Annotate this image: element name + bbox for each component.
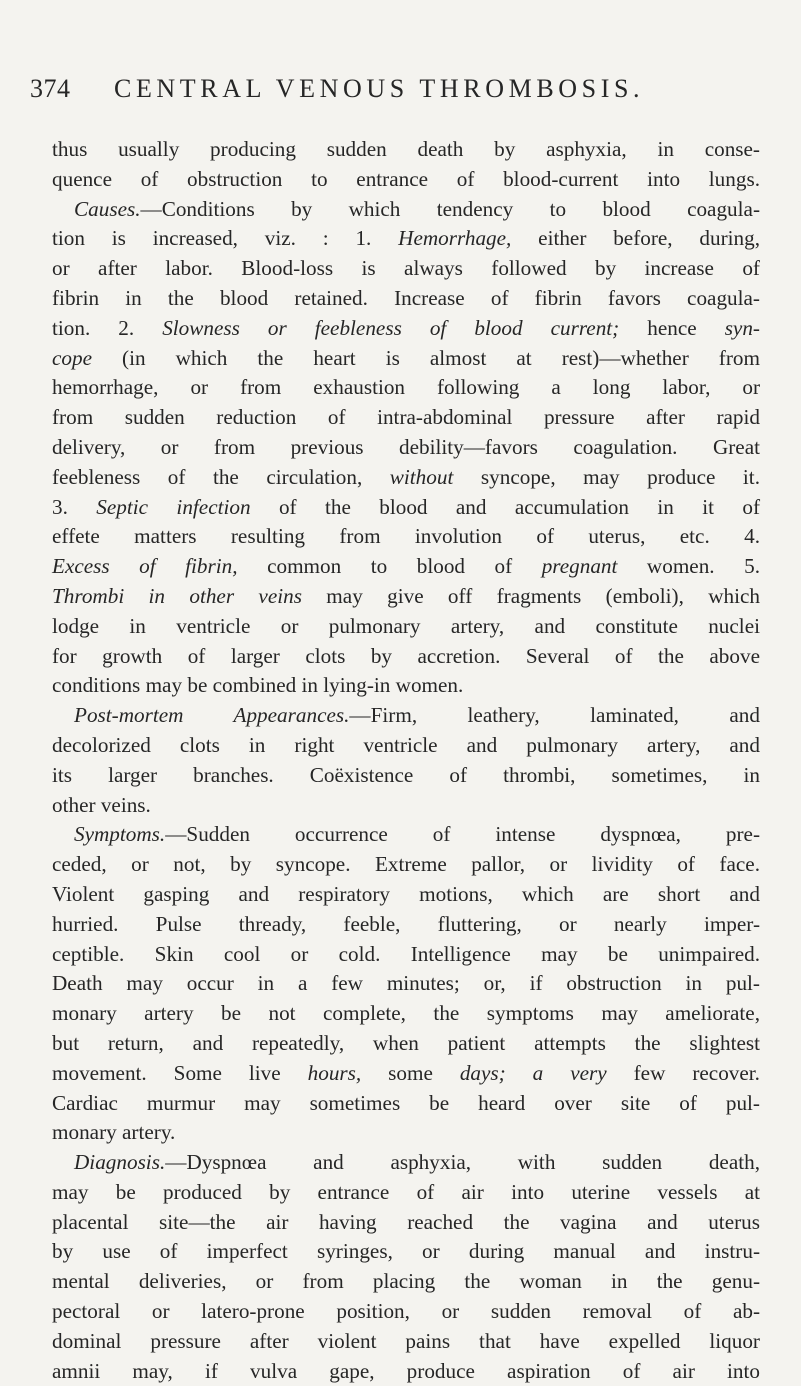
text-line [52, 1267, 760, 1297]
page-number: 374 [30, 74, 71, 103]
text-run: few recover. [606, 1060, 760, 1085]
text-run: hurried. Pulse thready, feeble, fluttering, or nearly imper- [52, 911, 760, 936]
text-line [52, 880, 760, 910]
text-run: tion is increased, viz. : 1. [52, 226, 399, 251]
text-run: delivery, or from previous debility—favors coagulation. Great [52, 434, 760, 459]
italic-run: Slowness or feebleness of blood current; [162, 315, 648, 340]
text-run: lodge in ventricle or pulmonary artery, and constitute nuclei [52, 613, 760, 638]
page-header [30, 74, 770, 104]
text-run: women. 5. [617, 554, 761, 579]
text-run: movement. Some live [52, 1060, 308, 1085]
text-run: amnii may, if vulva gape, produce aspiration of air into [52, 1358, 760, 1383]
text-line [52, 344, 760, 374]
italic-run: syn- [724, 315, 760, 340]
text-run: hemorrhage, or from exhaustion following a long labor, or [52, 375, 760, 400]
running-head: CENTRAL VENOUS THROMBOSIS. [114, 74, 645, 103]
text-run: feebleness of the circulation, [52, 464, 390, 489]
text-line [52, 463, 760, 493]
text-line [52, 671, 760, 701]
text-line [52, 850, 760, 880]
text-run: monary artery. [52, 1120, 176, 1145]
text-run: may be produced by entrance of air into uterine vessels at [52, 1179, 760, 1204]
text-run: mental deliveries, or from placing the woman in the genu- [52, 1269, 760, 1294]
text-line [52, 701, 760, 731]
text-line [52, 731, 760, 761]
text-run: tion. 2. [52, 315, 163, 340]
text-run: ceptible. Skin cool or cold. Intelligence may be unimpaired. [52, 941, 760, 966]
text-line [52, 642, 760, 672]
text-run: decolorized clots in right ventricle and pulmonary artery, and [52, 732, 760, 757]
text-run: by use of imperfect syringes, or during manual and instru- [52, 1239, 760, 1264]
text-line [52, 1029, 760, 1059]
italic-run: Hemorrhage, [398, 226, 512, 251]
text-line [52, 820, 760, 850]
text-run: hence [647, 315, 725, 340]
text-line [52, 135, 760, 165]
text-line [52, 1059, 760, 1089]
text-line [52, 1237, 760, 1267]
text-run: either before, during, [511, 226, 761, 251]
text-line [52, 1297, 760, 1327]
text-run: Cardiac murmur may sometimes be heard over site of pul- [52, 1090, 760, 1115]
text-line [52, 910, 760, 940]
text-run: other veins. [52, 792, 151, 817]
text-run: some [361, 1060, 460, 1085]
text-line [52, 373, 760, 403]
italic-run: without [389, 464, 454, 489]
text-run: for growth of larger clots by accretion. Several of the above [52, 643, 760, 668]
text-run: Death may occur in a few minutes; or, if obstruction in pul- [52, 971, 760, 996]
text-line [52, 195, 760, 225]
text-run: effete matters resulting from involution of uterus, etc. 4. [52, 524, 760, 549]
text-run: of the blood and accumulation in it of [250, 494, 761, 519]
italic-run: Diagnosis. [74, 1150, 166, 1175]
italic-run: Septic infection [96, 494, 251, 519]
text-run: syncope, may produce it. [453, 464, 760, 489]
text-line [52, 522, 760, 552]
text-line [52, 254, 760, 284]
text-line [52, 552, 760, 582]
italic-run: pregnant [541, 554, 618, 579]
italic-run: hours, [307, 1060, 362, 1085]
text-line [52, 1089, 760, 1119]
text-line [52, 940, 760, 970]
text-line [52, 165, 760, 195]
text-run: Violent gasping and respiratory motions, which are short and [52, 881, 760, 906]
text-line [52, 582, 760, 612]
italic-run: Excess of fibrin, [52, 554, 238, 579]
text-run: from sudden reduction of intra-abdominal pressure after rapid [52, 405, 760, 430]
text-run: or after labor. Blood-loss is always followed by increase of [52, 256, 760, 281]
text-run: dominal pressure after violent pains that have expelled liquor [52, 1328, 760, 1353]
text-line [52, 433, 760, 463]
text-run: thus usually producing sudden death by asphyxia, in conse- [52, 137, 760, 161]
text-run: —Firm, leathery, laminated, and [349, 703, 760, 728]
italic-run: Thrombi in other veins [52, 583, 302, 608]
text-run: —Conditions by which tendency to blood coagula- [140, 196, 760, 221]
text-line [52, 761, 760, 791]
text-run: its larger branches. Coëxistence of thrombi, sometimes, in [52, 762, 760, 787]
text-line [52, 612, 760, 642]
text-run: fibrin in the blood retained. Increase of fibrin favors coagula- [52, 285, 760, 310]
italic-run: Symptoms. [74, 822, 166, 847]
italic-run: Causes. [74, 196, 141, 221]
italic-run: cope [52, 345, 92, 370]
text-line [52, 314, 760, 344]
text-run: —Sudden occurrence of intense dyspnœa, pre- [165, 822, 760, 847]
text-line [52, 1208, 760, 1238]
text-run: 3. [52, 494, 97, 519]
text-line [52, 1327, 760, 1357]
text-line [52, 224, 760, 254]
text-run: ceded, or not, by syncope. Extreme pallor, or lividity of face. [52, 852, 760, 877]
text-line [52, 791, 760, 821]
text-line [52, 999, 760, 1029]
text-run: pectoral or latero-prone position, or sudden removal of ab- [52, 1299, 760, 1324]
italic-run: days; a very [459, 1060, 607, 1085]
text-run: may give off fragments (emboli), which [301, 583, 761, 608]
text-line [52, 1148, 760, 1178]
text-run: (in which the heart is almost at rest)—whether from [92, 345, 760, 370]
text-line [52, 1118, 760, 1148]
text-run: conditions may be combined in lying-in women. [52, 673, 464, 698]
text-run: —Dyspnœa and asphyxia, with sudden death, [165, 1150, 760, 1175]
italic-run: Post-mortem Appearances. [74, 703, 350, 728]
text-line [52, 493, 760, 523]
text-run: common to blood of [237, 554, 542, 579]
text-line [52, 284, 760, 314]
text-run: but return, and repeatedly, when patient attempts the slightest [52, 1030, 760, 1055]
text-line [52, 403, 760, 433]
text-run: quence of obstruction to entrance of blood-current into lungs. [52, 166, 760, 191]
text-run: monary artery be not complete, the symptoms may ameliorate, [52, 1001, 760, 1026]
text-run: placental site—the air having reached the vagina and uterus [52, 1209, 760, 1234]
text-line [52, 1178, 760, 1208]
body-text [52, 135, 760, 1386]
text-line [52, 969, 760, 999]
